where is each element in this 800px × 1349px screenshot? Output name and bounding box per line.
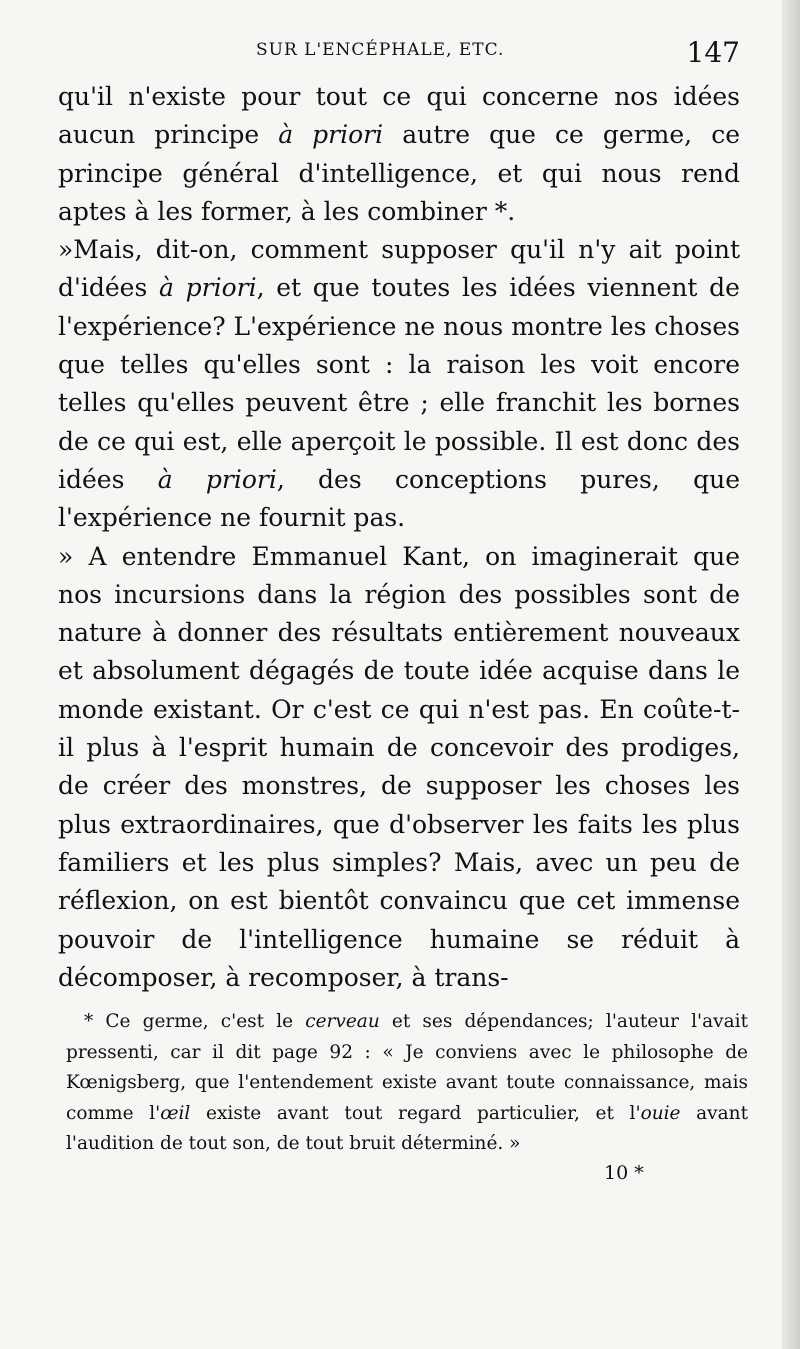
page-number: 147 (686, 36, 740, 69)
paragraph-3: » A entendre Emmanuel Kant, on imaginerait que nos incursions dans la région des possibles sont de nature à donner des résultats entièrement nouveaux et absolument dégagés de toute idée acquise dans le monde existant. Or c'est ce qui n'est pas. En coûte-t-il plus à l'esprit humain de concevoir des prodiges, de créer des monstres, de supposer les choses les plus extraordinaires, que d'observer les faits les plus familiers et les plus simples? Mais, avec un peu de réflexion, on est bientôt convaincu que cet immense pouvoir de l'intelligence humaine se réduit à décomposer, à recomposer, à trans- (58, 541, 740, 992)
paragraph-2 (58, 231, 740, 537)
text-run: et ses dépendances; l'auteur l'avait pressenti, car il dit page 92 : « Je conviens avec le philosophe de Kœnigsberg, que l'entendement existe avant toute connaissance, mais comme l' (66, 1011, 749, 1124)
italic-run: à priori (159, 273, 257, 303)
italic-run: à priori (157, 464, 277, 494)
paragraph-1 (58, 78, 740, 231)
footnote (66, 1007, 748, 1160)
text-run: autre que ce germe, ce principe général d'intelligence, et qui nous rend aptes à les former, à les combiner *. (58, 120, 740, 226)
text-run: qu'il n'existe pour tout ce qui concerne nos idées aucun principe (58, 82, 740, 150)
text-run: , des conceptions pures, que l'expérience ne fournit pas. (58, 464, 740, 533)
running-head (60, 36, 740, 76)
main-text (58, 78, 740, 997)
text-run: , et que toutes les idées viennent de l'expérience? L'expérience ne nous montre les choses que telles qu'elles sont : la raison les voit encore telles qu'elles peuvent être ; elle franchit les bornes de ce qui est, elle aperçoit le possible. Il est donc des idées (58, 273, 740, 494)
page-edge-shadow (782, 0, 800, 1349)
italic-run: à priori (278, 120, 384, 150)
text-run: avant l'audition de tout son, de tout bruit déterminé. » (66, 1102, 749, 1154)
text-run: * Ce germe, c'est le (84, 1011, 306, 1032)
signature-mark: 10 * (604, 1162, 644, 1184)
italic-run: cerveau (305, 1011, 380, 1032)
text-run: existe avant tout regard particulier, et l' (190, 1102, 641, 1124)
text-run: »Mais, dit-on, comment supposer qu'il n'y ait point d'idées (58, 235, 740, 303)
italic-run: ouie (640, 1102, 681, 1124)
footnote-text (66, 1007, 748, 1160)
running-title: SUR L'ENCÉPHALE, ETC. (256, 40, 505, 60)
italic-run: œil (160, 1102, 191, 1124)
